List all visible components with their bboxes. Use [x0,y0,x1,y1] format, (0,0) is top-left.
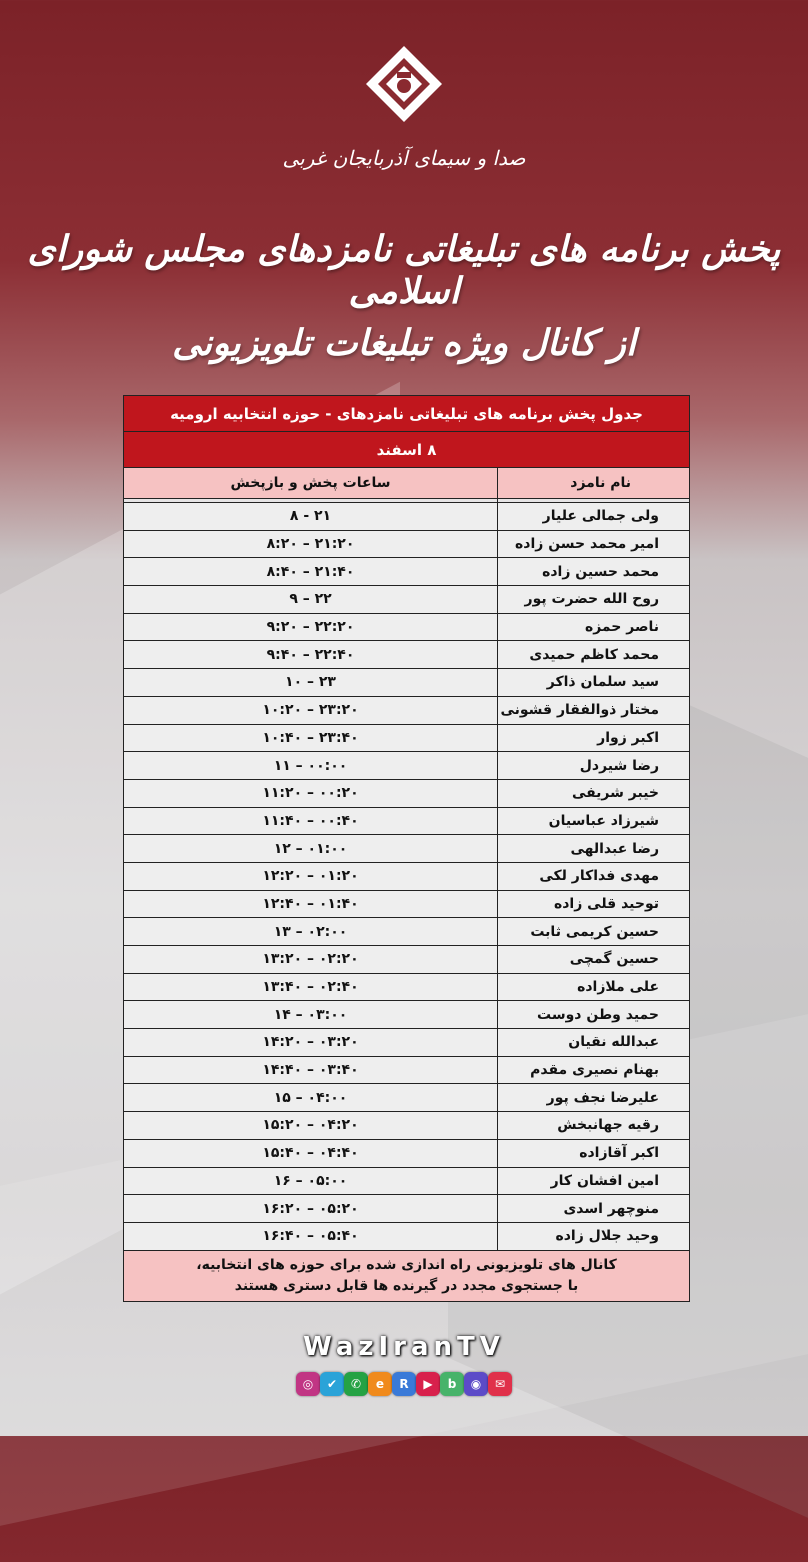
table-row [124,752,690,780]
telegram-icon[interactable]: ✔ [320,1372,344,1396]
broadcast-time: ۱۵:۲۰ – ۰۴:۲۰ [124,1112,498,1140]
table-row [124,973,690,1001]
igap-icon[interactable]: ✉ [488,1372,512,1396]
broadcast-time: ۱۳:۴۰ – ۰۲:۴۰ [124,973,498,1001]
broadcast-time: ۱۱:۴۰ – ۰۰:۴۰ [124,807,498,835]
broadcast-time: ۱۰ – ۲۳ [124,669,498,697]
aparat-icon[interactable]: ▶ [416,1372,440,1396]
broadcast-time: ۱۲:۴۰ – ۰۱:۴۰ [124,890,498,918]
table-row [124,807,690,835]
broadcast-time: ۱۳ – ۰۲:۰۰ [124,918,498,946]
broadcast-time: ۱۵:۴۰ – ۰۴:۴۰ [124,1139,498,1167]
broadcast-time: ۱۴ – ۰۳:۰۰ [124,1001,498,1029]
table-row [124,918,690,946]
broadcast-time: ۱۵ – ۰۴:۰۰ [124,1084,498,1112]
candidate-name: حسین کریمی ثابت [498,918,690,946]
candidate-name: خیبر شریفی [498,779,690,807]
instagram-icon[interactable]: ◎ [296,1372,320,1396]
table-row [124,669,690,697]
table-row [124,530,690,558]
broadcast-time: ۱۴:۴۰ – ۰۳:۴۰ [124,1056,498,1084]
candidate-name: رضا عبدالهی [498,835,690,863]
table-row [124,862,690,890]
broadcast-time: ۱۶ – ۰۵:۰۰ [124,1167,498,1195]
table-row [124,1056,690,1084]
table-row [124,1084,690,1112]
broadcast-time: ۹:۴۰ – ۲۲:۴۰ [124,641,498,669]
broadcast-time: ۱۱ – ۰۰:۰۰ [124,752,498,780]
table-row [124,1222,690,1250]
table-row [124,835,690,863]
candidate-name: عبدالله نقیان [498,1029,690,1057]
candidate-name: مهدی فداکار لکی [498,862,690,890]
candidate-name: محمد حسین زاده [498,558,690,586]
candidate-name: منوچهر اسدی [498,1195,690,1223]
table-row [124,1167,690,1195]
table-row [124,1029,690,1057]
bale-icon[interactable]: b [440,1372,464,1396]
broadcast-time: ۸:۴۰ – ۲۱:۴۰ [124,558,498,586]
candidate-name: رضا شیردل [498,752,690,780]
broadcast-time: ۸ - ۲۱ [124,503,498,531]
table-row [124,1139,690,1167]
page-subtitle: از کانال ویژه تبلیغات تلویزیونی [172,322,636,364]
candidate-name: شیرزاد عباسیان [498,807,690,835]
whatsapp-icon[interactable]: ✆ [344,1372,368,1396]
candidate-name: علیرضا نجف پور [498,1084,690,1112]
broadcast-time: ۱۰:۲۰ – ۲۳:۲۰ [124,696,498,724]
candidate-name: محمد کاظم حمیدی [498,641,690,669]
footer-line-2: با جستجوی مجدد در گیرنده ها قابل دستری هستند [234,1277,579,1294]
table-row [124,724,690,752]
broadcast-time: ۹ – ۲۲ [124,586,498,614]
table-row [124,641,690,669]
rubika-icon[interactable]: R [392,1372,416,1396]
soroush-icon[interactable]: ◉ [464,1372,488,1396]
broadcast-time: ۱۶:۴۰ – ۰۵:۴۰ [124,1222,498,1250]
candidate-name: روح الله حضرت پور [498,586,690,614]
table-row [124,503,690,531]
table-row [124,779,690,807]
irib-logo-icon [364,44,444,124]
candidate-name: امیر محمد حسن زاده [498,530,690,558]
candidate-name: سید سلمان ذاکر [498,669,690,697]
table-row [124,613,690,641]
org-name: صدا و سیمای آذربایجان غربی [282,146,526,170]
social-icons [296,1372,512,1400]
candidate-name: حمید وطن دوست [498,1001,690,1029]
candidate-name: حسین گمچی [498,946,690,974]
table-footer-note [124,1250,690,1301]
candidate-name: رقیه جهانبخش [498,1112,690,1140]
table-row [124,696,690,724]
table-row [124,946,690,974]
candidate-name: اکبر زوار [498,724,690,752]
candidate-name: وحید جلال زاده [498,1222,690,1250]
broadcast-time: ۱۰:۴۰ – ۲۳:۴۰ [124,724,498,752]
table-row [124,890,690,918]
table-row [124,558,690,586]
table-row [124,1195,690,1223]
table-row [124,586,690,614]
candidate-name: اکبر آقازاده [498,1139,690,1167]
candidate-name: ولی جمالی علیار [498,503,690,531]
column-header-time: ساعات پخش و بازپخش [124,468,498,499]
footer-line-1: کانال های تلویزیونی راه اندازی شده برای حوزه های انتخابیه، [196,1256,617,1273]
table-row [124,1001,690,1029]
broadcast-time: ۱۶:۲۰ – ۰۵:۲۰ [124,1195,498,1223]
table-heading: جدول پخش برنامه های تبلیغاتی نامزدهای - حوزه انتخابیه ارومیه [124,396,690,432]
eitaa-icon[interactable]: e [368,1372,392,1396]
broadcast-time: ۱۳:۲۰ – ۰۲:۲۰ [124,946,498,974]
table-row [124,1112,690,1140]
column-header-name: نام نامزد [498,468,690,499]
broadcast-time: ۱۱:۲۰ – ۰۰:۲۰ [124,779,498,807]
candidate-name: مختار ذوالفقار قشونی [498,696,690,724]
candidate-name: امین افشان کار [498,1167,690,1195]
broadcast-time: ۹:۲۰ – ۲۲:۲۰ [124,613,498,641]
broadcast-time: ۱۲:۲۰ – ۰۱:۲۰ [124,862,498,890]
candidate-name: بهنام نصیری مقدم [498,1056,690,1084]
broadcast-time: ۸:۲۰ – ۲۱:۲۰ [124,530,498,558]
broadcast-time: ۱۲ – ۰۱:۰۰ [124,835,498,863]
candidate-name: ناصر حمزه [498,613,690,641]
table-date: ۸ اسفند [124,432,690,468]
schedule-table [123,395,689,1302]
candidate-name: علی ملازاده [498,973,690,1001]
brand-name: WazIranTV [303,1332,505,1362]
broadcast-time: ۱۴:۲۰ – ۰۳:۲۰ [124,1029,498,1057]
candidate-name: توحید قلی زاده [498,890,690,918]
page-title: پخش برنامه های تبلیغاتی نامزدهای مجلس شورای اسلامی [27,228,781,312]
